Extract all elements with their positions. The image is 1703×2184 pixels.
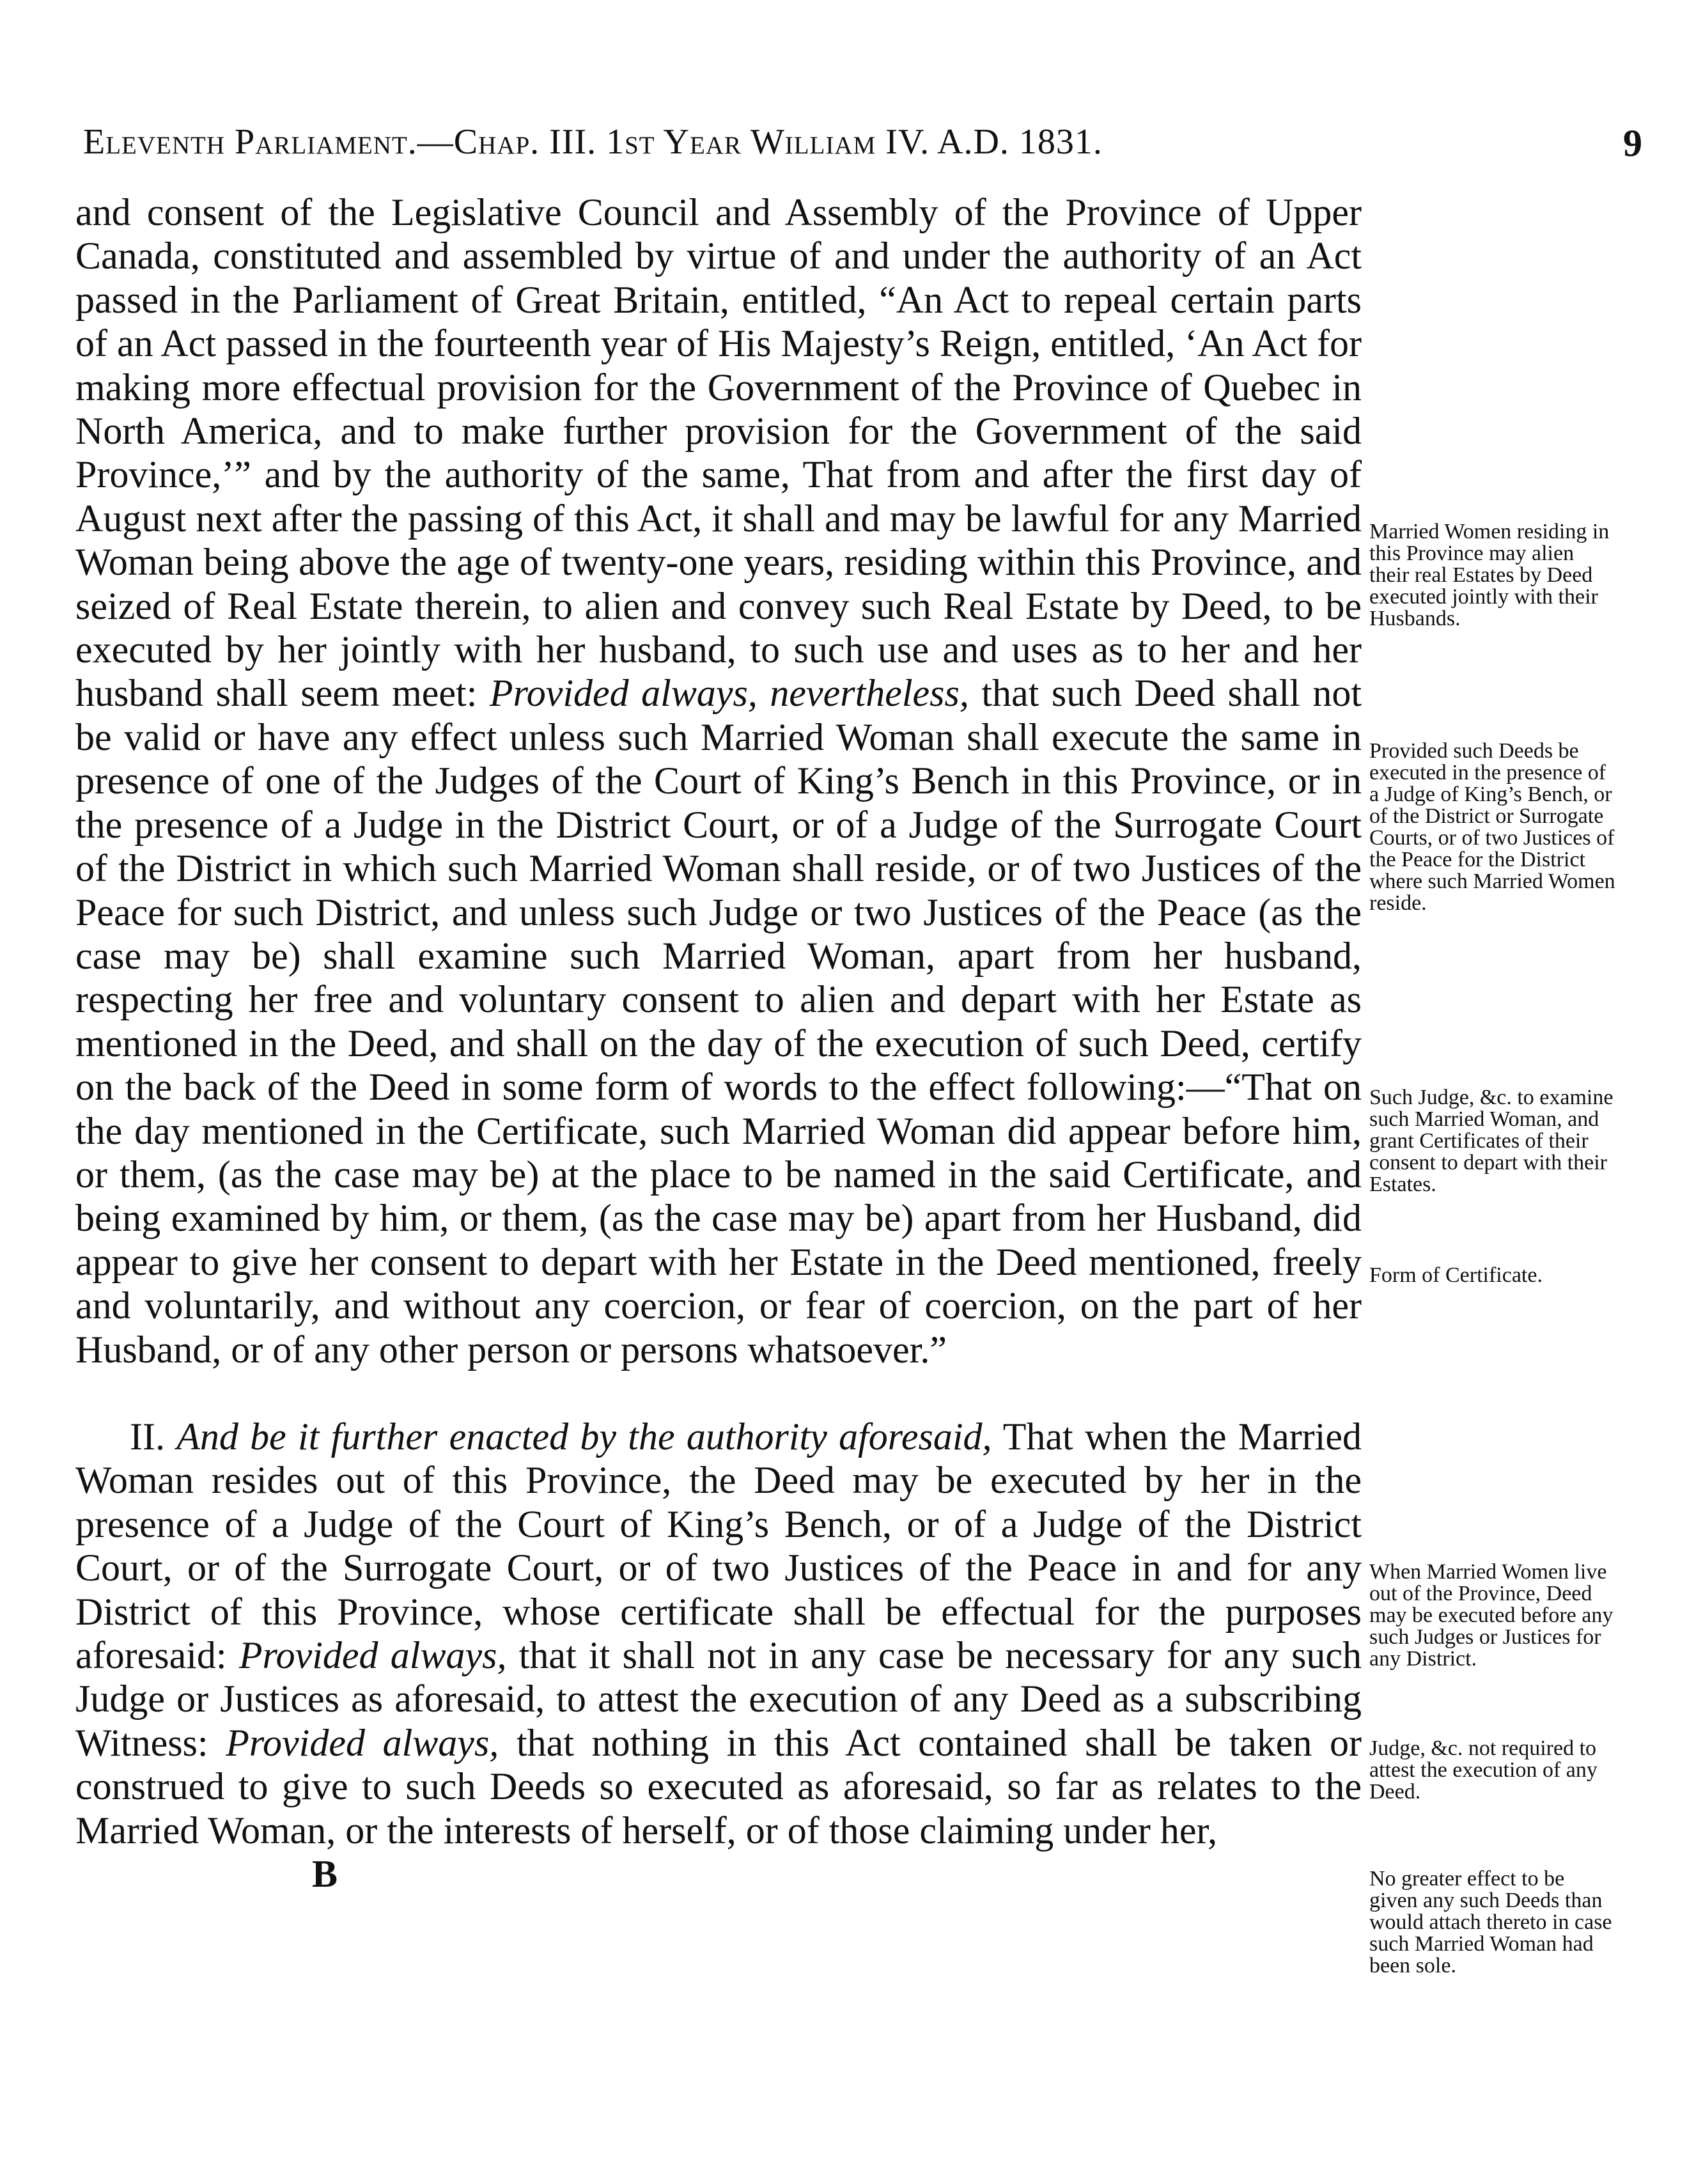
side-note: Provided such Deeds be executed in the presence of a Judge of King’s Bench, or of the District or Surrogate Courts, or of two Justices of the Peace for the District where such Married Women reside.: [1369, 739, 1615, 915]
paragraph-2-text-a: That when the Married Woman resides out of this Province, the Deed may be executed by her in the presence of a Judge of the Court of King’s Bench, or of a Judge of the District Court, or of the Surrogate Court, or of two Justices of the Peace in and for any District of this Province, whose certificate shall be effectual for the purposes aforesaid:: [75, 1415, 1362, 1676]
section-2-paragraph: [75, 1415, 1362, 1852]
side-note: When Married Women live out of the Province, Deed may be executed before any such Judges or Justices for any District.: [1369, 1560, 1614, 1671]
side-note: No greater effect to be given any such Deeds than would attach thereto in case such Married Woman had been sole.: [1369, 1867, 1612, 1977]
section-numeral: II.: [130, 1415, 165, 1458]
proviso-italic-1: Provided always, nevertheless,: [489, 672, 969, 715]
proviso-italic-2: Provided always,: [238, 1634, 507, 1676]
page-number: 9: [1623, 122, 1643, 164]
running-head-title: Eleventh Parliament.—Chap. III. 1st Year William IV. A.D. 1831.: [83, 122, 1103, 162]
signature-mark: B: [312, 1853, 338, 1896]
main-text: [75, 191, 1362, 1896]
side-note: Form of Certificate.: [1369, 1263, 1543, 1287]
paragraph-1-text-a: and consent of the Legislative Council and Assembly of the Province of Upper Canada, constituted and assembled by virtue of and under the authority of an Act passed in the Parliament of Great Britain, entitled, “An Act to repeal certain parts of an Act passed in the fourteenth year of His Majesty’s Reign, entitled, ‘An Act for making more effectual provision for the Government of the Province of Quebec in North America, and to make further provision for the Government of the said Province,’” and by the authority of the same, That from and after the first day of August next after the passing of this Act, it shall and may be lawful for any Married Woman being above the age of twenty-one years, residing within this Province, and seized of Real Estate therein, to alien and convey such Real Estate by Deed, to be executed by her jointly with her husband, to such use and uses as to her and her husband shall seem meet:: [75, 191, 1362, 715]
running-header: [83, 121, 1643, 173]
paragraph-2-text-b: that it shall not in any case be necessary for any such Judge or Justices as aforesaid, to attest the execution of any Deed as a subscribing Witness:: [75, 1634, 1362, 1764]
paragraph-1-text-b: that such Deed shall not be valid or have any effect unless such Married Woman shall execute the same in presence of one of the Judges of the Court of King’s Bench in this Province, or in the presence of a Judge in the District Court, or of a Judge of the Surrogate Court of the District in which such Married Woman shall reside, or of two Justices of the Peace for such District, and unless such Judge or two Justices of the Peace (as the case may be) shall examine such Married Woman, apart from her husband, respecting her free and voluntary consent to alien and depart with her Estate as mentioned in the Deed, and shall on the day of the execution of such Deed, certify on the back of the Deed in some form of words to the effect following:—“That on the day mentioned in the Certificate, such Married Woman did appear before him, or them, (as the case may be) at the place to be named in the said Certificate, and being examined by him, or them, (as the case may be) apart from her Husband, did appear to give her consent to depart with her Estate in the Deed mentioned, freely and voluntarily, and without any coercion, or fear of coercion, on the part of her Husband, or of any other person or persons whatsoever.”: [75, 672, 1362, 1371]
side-note: Married Women residing in this Province may alien their real Estates by Deed executed jointly with their Husbands.: [1369, 520, 1610, 630]
side-note: Such Judge, &c. to examine such Married Woman, and grant Certificates of their consent to depart with their Estates.: [1369, 1086, 1614, 1196]
section-1-paragraph: [75, 191, 1362, 1371]
proviso-italic-3: Provided always,: [226, 1721, 499, 1764]
side-note: Judge, &c. not required to attest the execution of any Deed.: [1369, 1736, 1598, 1804]
paragraph-2-text-c: that nothing in this Act contained shall be taken or construed to give to such Deeds so executed as aforesaid, so far as relates to the Married Woman, or the interests of herself, or of those claiming under her,: [75, 1721, 1362, 1852]
enacting-clause-italic: And be it further enacted by the authority aforesaid,: [176, 1415, 992, 1458]
